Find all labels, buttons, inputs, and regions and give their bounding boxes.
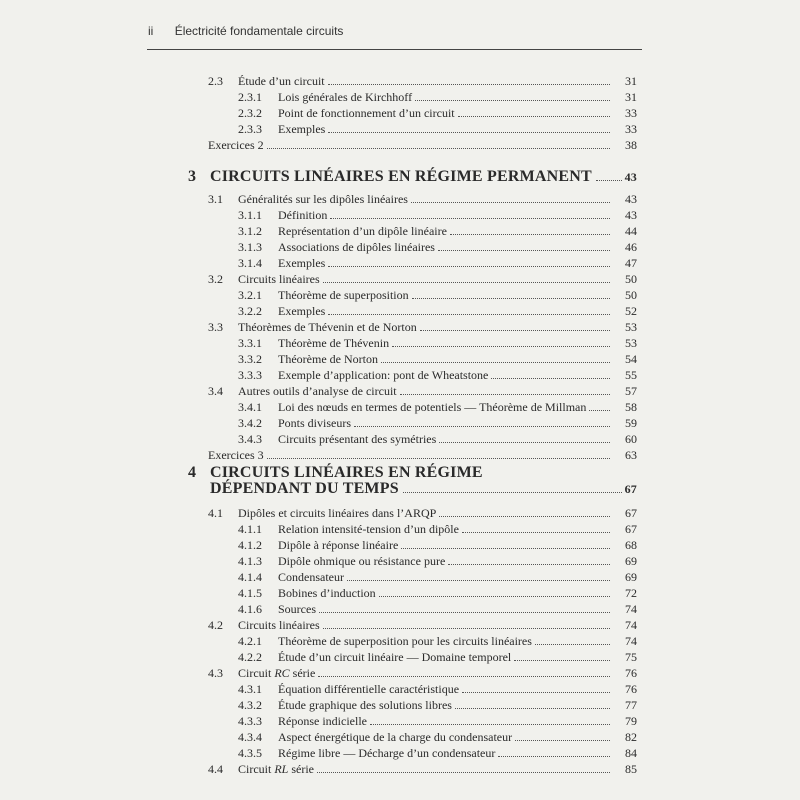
- entry-page: 54: [625, 352, 637, 366]
- leader-dots: [448, 564, 610, 565]
- header-page-number: ii: [148, 24, 154, 38]
- entry-title: Condensateur: [278, 570, 344, 584]
- entry-page: 52: [625, 304, 637, 318]
- toc-row: [0, 666, 800, 681]
- leader-dots: [323, 628, 610, 629]
- toc-row: [0, 762, 800, 777]
- toc-row: [0, 522, 800, 537]
- leader-dots: [354, 426, 610, 427]
- entry-number: 4.1.3: [238, 554, 262, 568]
- entry-page: 33: [625, 106, 637, 120]
- toc-row: [0, 352, 800, 367]
- entry-title: Bobines d’induction: [278, 586, 376, 600]
- leader-dots: [462, 692, 610, 693]
- toc-row: [0, 586, 800, 601]
- entry-number: 4.3.2: [238, 698, 262, 712]
- toc-entry-exercices-3[interactable]: [208, 448, 637, 463]
- header-rule: [147, 49, 642, 50]
- entry-title: Ponts diviseurs: [278, 416, 352, 430]
- entry-page: 82: [625, 730, 637, 744]
- entry-title: Théorème de superposition: [278, 288, 409, 302]
- toc-row: [0, 288, 800, 303]
- toc-entry-3-3-2[interactable]: [238, 352, 637, 367]
- entry-title: Définition: [278, 208, 328, 222]
- leader-dots: [420, 330, 610, 331]
- entry-title: Exemples: [278, 304, 326, 318]
- entry-page: 67: [625, 506, 637, 520]
- toc-row: [0, 208, 800, 223]
- entry-number: 4.2: [208, 618, 223, 632]
- toc-row: [0, 650, 800, 665]
- entry-number: 3.4.2: [238, 416, 262, 430]
- toc-entry-4-3[interactable]: [208, 666, 637, 681]
- toc-row: [0, 618, 800, 633]
- leader-dots: [455, 708, 610, 709]
- entry-page: 60: [625, 432, 637, 446]
- entry-number: 2.3.2: [238, 106, 262, 120]
- chapter-page: 43: [624, 170, 637, 184]
- entry-number: 3.4.3: [238, 432, 262, 446]
- entry-number: 4.1.6: [238, 602, 262, 616]
- toc-entry-4-3-3[interactable]: [238, 714, 637, 729]
- entry-number: 4.1.1: [238, 522, 262, 536]
- entry-title: Régime libre — Décharge d’un condensateur: [278, 746, 496, 760]
- entry-title: Aspect énergétique de la charge du condensateur: [278, 730, 513, 744]
- toc-entry-2-3-1[interactable]: [238, 90, 637, 105]
- toc-entry-4-1[interactable]: [208, 506, 637, 521]
- toc-row: [0, 506, 800, 521]
- entry-page: 69: [625, 554, 637, 568]
- entry-number: 3.3.1: [238, 336, 262, 350]
- entry-page: 50: [625, 288, 637, 302]
- entry-page: 68: [625, 538, 637, 552]
- entry-number: 4.3.1: [238, 682, 262, 696]
- toc-row: [0, 400, 800, 415]
- chapter-title: CIRCUITS LINÉAIRES EN RÉGIME PERMANENT: [210, 168, 592, 185]
- toc-row: [0, 138, 800, 153]
- entry-number: 3.1.3: [238, 240, 262, 254]
- leader-dots: [491, 378, 610, 379]
- entry-title-italic: RC: [274, 666, 290, 680]
- entry-title-suffix: série: [288, 762, 314, 776]
- entry-page: 75: [625, 650, 637, 664]
- entry-page: 74: [625, 634, 637, 648]
- toc-entry-3-1-4[interactable]: [238, 256, 637, 271]
- entry-title-prefix: Circuit: [238, 762, 275, 776]
- toc-row: [0, 602, 800, 617]
- entry-page: 79: [625, 714, 637, 728]
- entry-title: [238, 762, 317, 777]
- leader-dots: [328, 266, 610, 267]
- toc-entry-3-3-3[interactable]: [238, 368, 637, 383]
- leader-dots: [379, 596, 610, 597]
- entry-number: 3.1.1: [238, 208, 262, 222]
- toc-entry-2-3[interactable]: [208, 74, 637, 89]
- entry-number: 3.1.4: [238, 256, 262, 270]
- entry-title: Théorème de superposition pour les circuits linéaires: [278, 634, 532, 648]
- entry-page: 46: [625, 240, 637, 254]
- toc-entry-3-4-2[interactable]: [238, 416, 637, 431]
- toc-entry-4-3-1[interactable]: [238, 682, 637, 697]
- entry-title: Associations de dipôles linéaires: [278, 240, 435, 254]
- toc-row: [0, 682, 800, 697]
- toc-row: [0, 698, 800, 713]
- leader-dots: [267, 458, 610, 459]
- toc-entry-3-4-3[interactable]: [238, 432, 637, 447]
- entry-title: Étude d’un circuit linéaire — Domaine temporel: [278, 650, 512, 664]
- entry-number: 3.1: [208, 192, 223, 206]
- toc-entry-4-1-2[interactable]: [238, 538, 637, 553]
- entry-page: 43: [625, 208, 637, 222]
- entry-title: Représentation d’un dipôle linéaire: [278, 224, 447, 238]
- toc-chapter-3[interactable]: [188, 168, 637, 186]
- entry-number: 4.1: [208, 506, 223, 520]
- entry-title: Relation intensité-tension d’un dipôle: [278, 522, 459, 536]
- toc-entry-3-2-1[interactable]: [238, 288, 637, 303]
- entry-number: 4.3.3: [238, 714, 262, 728]
- entry-page: 53: [625, 320, 637, 334]
- entry-page: 85: [625, 762, 637, 776]
- leader-dots: [415, 100, 610, 101]
- toc-entry-3-2[interactable]: [208, 272, 637, 287]
- toc-entry-4-1-3[interactable]: [238, 554, 637, 569]
- entry-title-suffix: série: [289, 666, 316, 680]
- entry-number: 3.1.2: [238, 224, 262, 238]
- toc-row: [0, 256, 800, 271]
- toc-row: [0, 320, 800, 335]
- toc-row: [0, 714, 800, 729]
- leader-dots: [438, 250, 610, 251]
- toc-entry-3-1[interactable]: [208, 192, 637, 207]
- entry-page: 50: [625, 272, 637, 286]
- entry-number: 4.3: [208, 666, 223, 680]
- entry-title-italic: RL: [274, 762, 289, 776]
- entry-page: 55: [625, 368, 637, 382]
- toc-row: [0, 336, 800, 351]
- leader-dots: [328, 314, 610, 315]
- entry-title: Théorème de Norton: [278, 352, 378, 366]
- entry-page: 43: [625, 192, 637, 206]
- entry-number: 2.3.1: [238, 90, 262, 104]
- toc-row: [0, 90, 800, 105]
- entry-page: 67: [625, 522, 637, 536]
- entry-title: Circuits linéaires: [238, 618, 320, 632]
- entry-page: 57: [625, 384, 637, 398]
- entry-number: 3.3: [208, 320, 223, 334]
- toc-row: [0, 746, 800, 761]
- leader-dots: [589, 410, 610, 411]
- entry-title: Généralités sur les dipôles linéaires: [238, 192, 408, 206]
- entry-number: 4.1.2: [238, 538, 262, 552]
- entry-title: Point de fonctionnement d’un circuit: [278, 106, 455, 120]
- toc-entry-3-1-1[interactable]: [238, 208, 637, 223]
- leader-dots: [401, 548, 610, 549]
- toc-row: [0, 384, 800, 399]
- entry-title: Loi des nœuds en termes de potentiels — Théorème de Millman: [278, 400, 587, 414]
- leader-dots: [317, 772, 610, 773]
- toc-entry-3-3-1[interactable]: [238, 336, 637, 351]
- entry-page: 33: [625, 122, 637, 136]
- entry-title: Sources: [278, 602, 316, 616]
- toc-row: [0, 192, 800, 207]
- leader-dots: [267, 148, 610, 149]
- leader-dots: [498, 756, 610, 757]
- entry-page: 59: [625, 416, 637, 430]
- entry-title: Équation différentielle caractéristique: [278, 682, 460, 696]
- entry-number: 2.3.3: [238, 122, 262, 136]
- entry-number: 3.3.2: [238, 352, 262, 366]
- entry-title: Étude d’un circuit: [238, 74, 325, 88]
- entry-title-prefix: Circuit: [238, 666, 275, 680]
- toc-entry-4-1-5[interactable]: [238, 586, 637, 601]
- entry-page: 31: [625, 90, 637, 104]
- toc-row: [0, 554, 800, 569]
- entry-number: 4.1.5: [238, 586, 262, 600]
- entry-number: 4.1.4: [238, 570, 262, 584]
- entry-title: Circuits présentant des symétries: [278, 432, 437, 446]
- toc-row: [0, 240, 800, 255]
- leader-dots: [381, 362, 610, 363]
- entry-title: Circuits linéaires: [238, 272, 320, 286]
- toc-entry-3-2-2[interactable]: [238, 304, 637, 319]
- entry-page: 53: [625, 336, 637, 350]
- leader-dots: [535, 644, 610, 645]
- entry-title: Théorème de Thévenin: [278, 336, 390, 350]
- toc-entry-4-2-1[interactable]: [238, 634, 637, 649]
- entry-page: 76: [625, 666, 637, 680]
- toc-entry-3-1-3[interactable]: [238, 240, 637, 255]
- leader-dots: [439, 442, 610, 443]
- leader-dots: [328, 84, 610, 85]
- entry-title: Dipôles et circuits linéaires dans l’ARQP: [238, 506, 437, 520]
- entry-page: 44: [625, 224, 637, 238]
- toc-row: [0, 74, 800, 89]
- entry-number: 3.2: [208, 272, 223, 286]
- leader-dots: [403, 492, 622, 493]
- toc-row: [0, 432, 800, 447]
- toc-entry-2-3-2[interactable]: [238, 106, 637, 121]
- leader-dots: [323, 282, 610, 283]
- leader-dots: [412, 298, 610, 299]
- entry-number: 3.4.1: [238, 400, 262, 414]
- entry-number: 2.3: [208, 74, 223, 88]
- leader-dots: [462, 532, 610, 533]
- toc-entry-3-4-1[interactable]: [238, 400, 637, 415]
- entry-number: 4.3.5: [238, 746, 262, 760]
- entry-title: Exemple d’application: pont de Wheatstone: [278, 368, 489, 382]
- entry-number: 3.2.1: [238, 288, 262, 302]
- leader-dots: [515, 740, 610, 741]
- toc-entry-4-1-6[interactable]: [238, 602, 637, 617]
- toc-row: [0, 304, 800, 319]
- leader-dots: [392, 346, 610, 347]
- entry-number: 4.2.1: [238, 634, 262, 648]
- toc-row: [0, 416, 800, 431]
- leader-dots: [328, 132, 610, 133]
- entry-title: Théorèmes de Thévenin et de Norton: [238, 320, 417, 334]
- entry-number: 4.3.4: [238, 730, 262, 744]
- entry-page: 47: [625, 256, 637, 270]
- entry-page: 31: [625, 74, 637, 88]
- toc-entry-2-3-3[interactable]: [238, 122, 637, 137]
- leader-dots: [439, 516, 610, 517]
- leader-dots: [318, 676, 610, 677]
- toc-row: [0, 634, 800, 649]
- toc-row: [0, 570, 800, 585]
- toc-entry-3-3[interactable]: [208, 320, 637, 335]
- entry-page: 58: [625, 400, 637, 414]
- leader-dots: [319, 612, 610, 613]
- running-head: [148, 24, 343, 38]
- toc-row: [0, 224, 800, 239]
- toc-row: [0, 730, 800, 745]
- entry-title: Exemples: [278, 122, 326, 136]
- entry-title: Exercices 2: [208, 138, 264, 152]
- toc-entry-4-1-4[interactable]: [238, 570, 637, 585]
- leader-dots: [400, 394, 610, 395]
- entry-page: 74: [625, 602, 637, 616]
- entry-title: [238, 666, 318, 681]
- leader-dots: [450, 234, 610, 235]
- toc-row: [0, 368, 800, 383]
- entry-number: 4.2.2: [238, 650, 262, 664]
- toc-chapter-4[interactable]: [188, 464, 637, 500]
- toc-row: [0, 448, 800, 463]
- entry-title: Lois générales de Kirchhoff: [278, 90, 413, 104]
- toc-row: [0, 106, 800, 121]
- entry-page: 72: [625, 586, 637, 600]
- entry-page: 38: [625, 138, 637, 152]
- entry-number: 4.4: [208, 762, 223, 776]
- toc-entry-exercices-2[interactable]: [208, 138, 637, 153]
- entry-title: Réponse indicielle: [278, 714, 367, 728]
- toc-entry-3-1-2[interactable]: [238, 224, 637, 239]
- leader-dots: [370, 724, 610, 725]
- entry-number: 3.2.2: [238, 304, 262, 318]
- entry-page: 77: [625, 698, 637, 712]
- entry-page: 69: [625, 570, 637, 584]
- entry-page: 84: [625, 746, 637, 760]
- chapter-title-line2: DÉPENDANT DU TEMPS: [210, 480, 399, 497]
- toc-entry-4-4[interactable]: [208, 762, 637, 777]
- leader-dots: [411, 202, 610, 203]
- leader-dots: [330, 218, 610, 219]
- entry-number: 3.4: [208, 384, 223, 398]
- entry-title: Exercices 3: [208, 448, 264, 462]
- chapter-page: 67: [624, 482, 637, 496]
- chapter-number: 4: [188, 464, 197, 481]
- toc-entry-4-1-1[interactable]: [238, 522, 637, 537]
- toc-row: [0, 272, 800, 287]
- toc-entry-4-3-2[interactable]: [238, 698, 637, 713]
- leader-dots: [514, 660, 610, 661]
- entry-title: Étude graphique des solutions libres: [278, 698, 452, 712]
- leader-dots: [458, 116, 610, 117]
- toc-row: [0, 538, 800, 553]
- entry-title: Dipôle ohmique ou résistance pure: [278, 554, 446, 568]
- entry-page: 63: [625, 448, 637, 462]
- entry-page: 76: [625, 682, 637, 696]
- toc-entry-3-4[interactable]: [208, 384, 637, 399]
- chapter-number: 3: [188, 168, 197, 185]
- entry-number: 3.3.3: [238, 368, 262, 382]
- entry-title: Exemples: [278, 256, 326, 270]
- toc-entry-4-3-4[interactable]: [238, 730, 637, 745]
- toc-row: [0, 122, 800, 137]
- entry-title: Dipôle à réponse linéaire: [278, 538, 399, 552]
- toc-entry-4-3-5[interactable]: [238, 746, 637, 761]
- chapter-title-line1: CIRCUITS LINÉAIRES EN RÉGIME: [210, 464, 483, 481]
- toc-entry-4-2-2[interactable]: [238, 650, 637, 665]
- leader-dots: [596, 180, 622, 181]
- leader-dots: [347, 580, 610, 581]
- entry-page: 74: [625, 618, 637, 632]
- entry-title: Autres outils d’analyse de circuit: [238, 384, 397, 398]
- toc-entry-4-2[interactable]: [208, 618, 637, 633]
- header-running-title: Électricité fondamentale circuits: [174, 24, 344, 38]
